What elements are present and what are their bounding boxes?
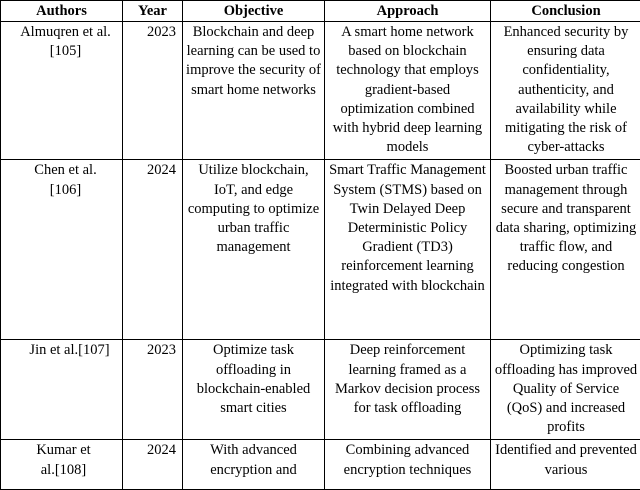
header-authors: Authors — [1, 1, 123, 22]
header-year: Year — [123, 1, 183, 22]
cell-approach: A smart home network based on blockchain technology that employs gradient-based optimization combined with hybrid deep learning models — [325, 22, 491, 160]
cell-year: 2024 — [123, 160, 183, 340]
cell-authors: Jin et al.[107] — [1, 340, 123, 440]
header-objective: Objective — [183, 1, 325, 22]
header-approach: Approach — [325, 1, 491, 22]
cell-authors: Kumar et al.[108] — [1, 440, 123, 490]
cell-year: 2024 — [123, 440, 183, 490]
table-row — [1, 22, 640, 160]
cell-objective: Optimize task offloading in blockchain-enabled smart cities — [183, 340, 325, 440]
cell-year: 2023 — [123, 340, 183, 440]
cell-conclusion: Identified and prevented various — [491, 440, 640, 490]
cell-objective: With advanced encryption and — [183, 440, 325, 490]
cell-approach: Deep reinforcement learning framed as a Markov decision process for task offloading — [325, 340, 491, 440]
cell-authors: Chen et al.[106] — [1, 160, 123, 340]
table-row — [1, 440, 640, 490]
cell-conclusion: Boosted urban traffic management through secure and transparent data sharing, optimizing traffic flow, and reducing congestion — [491, 160, 640, 340]
header-conclusion: Conclusion — [491, 1, 640, 22]
cell-conclusion: Optimizing task offloading has improved Quality of Service (QoS) and increased profits — [491, 340, 640, 440]
table-row — [1, 160, 640, 340]
cell-authors: Almuqren et al.[105] — [1, 22, 123, 160]
cell-objective: Blockchain and deep learning can be used to improve the security of smart home networks — [183, 22, 325, 160]
cell-conclusion: Enhanced security by ensuring data confidentiality, authenticity, and availability while mitigating the risk of cyber-attacks — [491, 22, 640, 160]
table-header-row — [1, 1, 640, 22]
cell-year: 2023 — [123, 22, 183, 160]
table-row — [1, 340, 640, 440]
cell-approach: Smart Traffic Management System (STMS) based on Twin Delayed Deep Deterministic Policy Gradient (TD3) reinforcement learning integrated with blockchain — [325, 160, 491, 340]
cell-approach: Combining advanced encryption techniques — [325, 440, 491, 490]
cell-objective: Utilize blockchain, IoT, and edge computing to optimize urban traffic management — [183, 160, 325, 340]
